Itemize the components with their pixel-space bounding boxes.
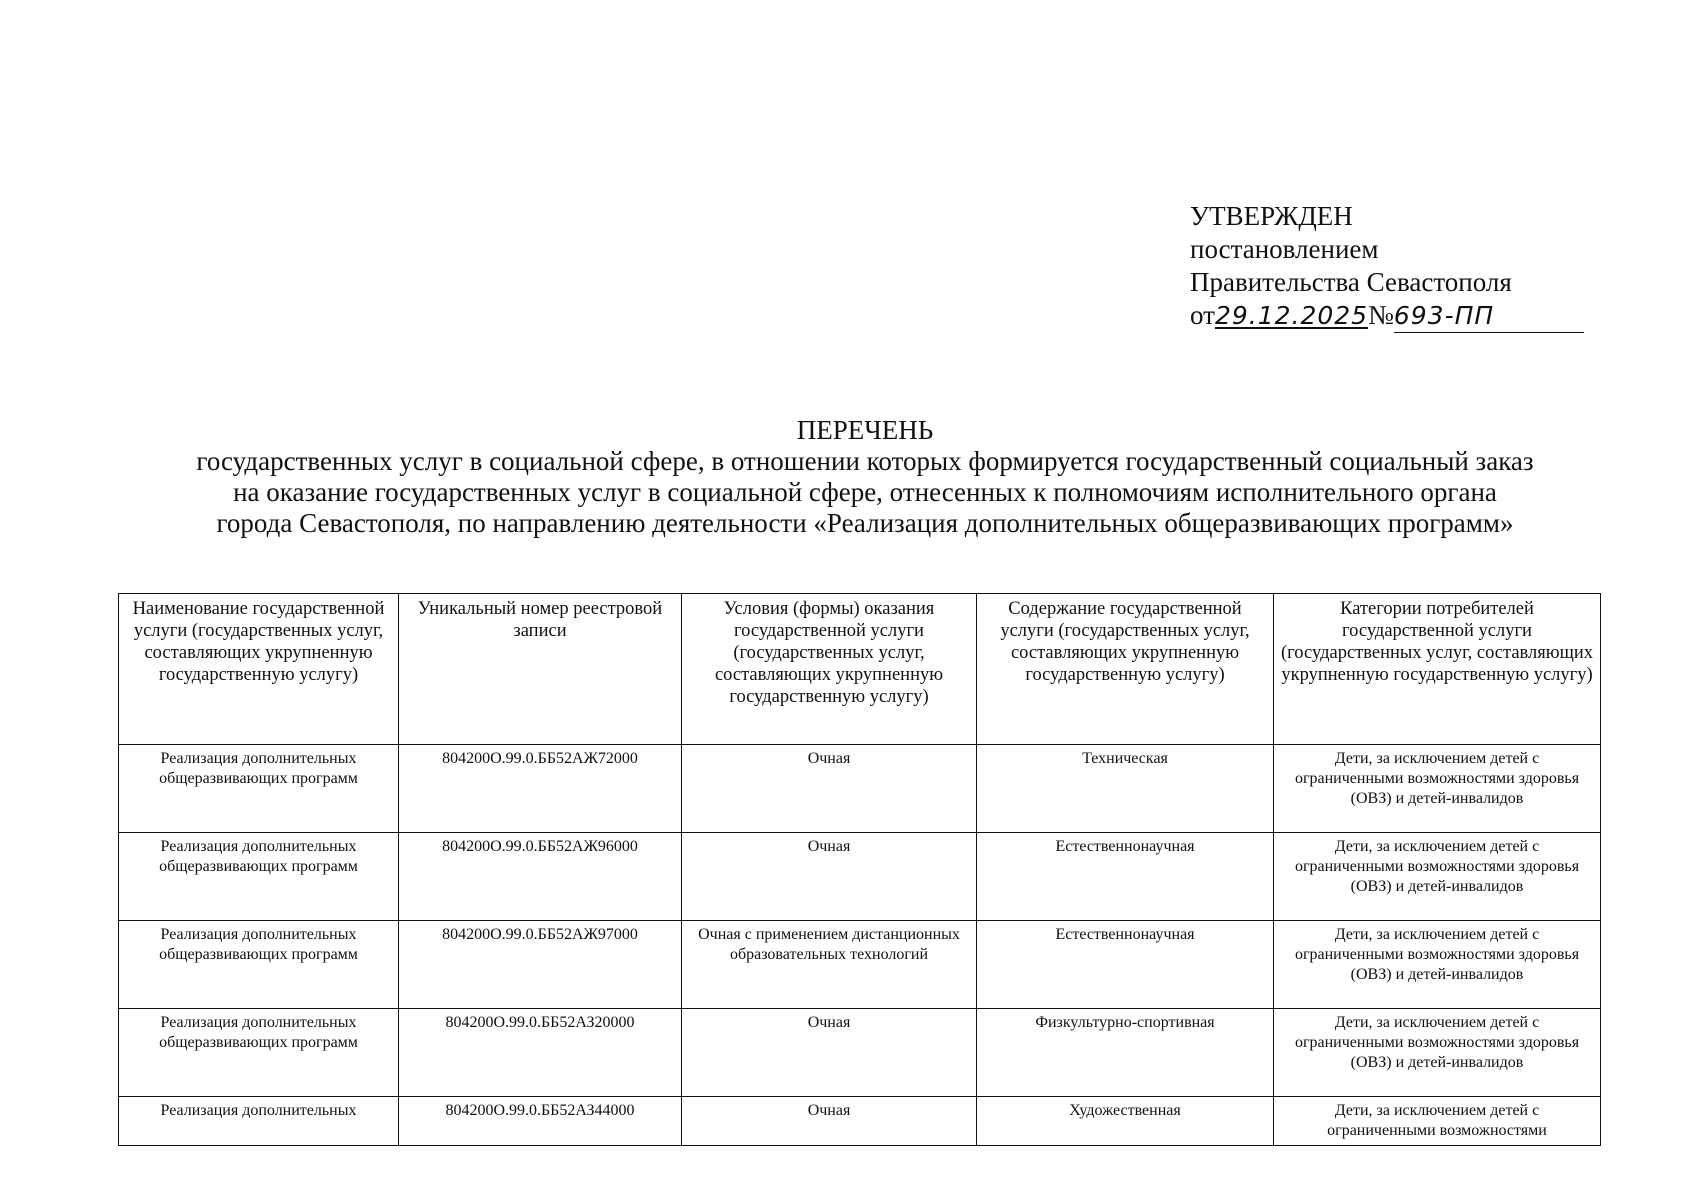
approval-authority: Правительства Севастополя: [1190, 267, 1512, 297]
document-subtitle-line-3: города Севастополя, по направлению деятельности «Реализация дополнительных общеразвивающих программ»: [216, 508, 1514, 538]
approval-date: 29.12.2025: [1214, 301, 1369, 330]
approval-from-prefix: от: [1190, 300, 1215, 330]
document-heading: ПЕРЕЧЕНЬ: [796, 415, 934, 445]
cell-conditions: Очная: [682, 745, 977, 833]
cell-content: Естественнонаучная: [977, 833, 1274, 921]
approval-resolution-label: постановлением: [1190, 234, 1379, 264]
approval-date-number-line: [1190, 299, 1584, 333]
cell-consumer-categories: Дети, за исключением детей с ограниченными возможностями здоровья (ОВЗ) и детей-инвалидов: [1274, 1009, 1601, 1097]
cell-conditions: Очная: [682, 1097, 977, 1146]
document-title: [0, 415, 1700, 539]
document-subtitle-line-2: на оказание государственных услуг в социальной сфере, отнесенных к полномочиям исполнительного органа: [233, 477, 1497, 507]
cell-consumer-categories: Дети, за исключением детей с ограниченными возможностями: [1274, 1097, 1601, 1146]
approval-number-sign: №: [1368, 300, 1394, 330]
cell-registry-number: 804200О.99.0.ББ52АЗ44000: [399, 1097, 682, 1146]
cell-service-name: Реализация дополнительных: [119, 1097, 399, 1146]
cell-conditions: Очная: [682, 833, 977, 921]
cell-registry-number: 804200О.99.0.ББ52АЗ20000: [399, 1009, 682, 1097]
table-row: [119, 745, 1601, 833]
cell-consumer-categories: Дети, за исключением детей с ограниченными возможностями здоровья (ОВЗ) и детей-инвалидов: [1274, 745, 1601, 833]
table-row: [119, 1097, 1601, 1146]
table-row: [119, 1009, 1601, 1097]
header-content: Содержание государственной услуги (государственных услуг, составляющих укрупненную государственную услугу): [977, 594, 1274, 745]
services-table-wrapper: [118, 593, 1600, 1148]
table-header-row: [119, 594, 1601, 745]
header-consumer-categories: Категории потребителей государственной услуги (государственных услуг, составляющих укрупненную государственную услугу): [1274, 594, 1601, 745]
approval-stamp-block: [1190, 200, 1584, 333]
cell-consumer-categories: Дети, за исключением детей с ограниченными возможностями здоровья (ОВЗ) и детей-инвалидов: [1274, 921, 1601, 1009]
cell-registry-number: 804200О.99.0.ББ52АЖ96000: [399, 833, 682, 921]
cell-content: Художественная: [977, 1097, 1274, 1146]
table-row: [119, 833, 1601, 921]
cell-content: Естественнонаучная: [977, 921, 1274, 1009]
table-row: [119, 921, 1601, 1009]
approval-number: 693-ПП: [1393, 301, 1495, 330]
cell-registry-number: 804200О.99.0.ББ52АЖ72000: [399, 745, 682, 833]
header-conditions: Условия (формы) оказания государственной услуги (государственных услуг, составляющих укрупненную государственную услугу): [682, 594, 977, 745]
services-table: [118, 593, 1601, 1146]
header-service-name: Наименование государственной услуги (государственных услуг, составляющих укрупненную государственную услугу): [119, 594, 399, 745]
approval-heading: УТВЕРЖДЕН: [1190, 201, 1353, 231]
cell-service-name: Реализация дополнительных общеразвивающих программ: [119, 1009, 399, 1097]
header-registry-number: Уникальный номер реестровой записи: [399, 594, 682, 745]
cell-service-name: Реализация дополнительных общеразвивающих программ: [119, 745, 399, 833]
approval-number-field: [1394, 299, 1584, 333]
cell-service-name: Реализация дополнительных общеразвивающих программ: [119, 921, 399, 1009]
cell-conditions: Очная с применением дистанционных образовательных технологий: [682, 921, 977, 1009]
cell-content: Техническая: [977, 745, 1274, 833]
cell-consumer-categories: Дети, за исключением детей с ограниченными возможностями здоровья (ОВЗ) и детей-инвалидов: [1274, 833, 1601, 921]
cell-service-name: Реализация дополнительных общеразвивающих программ: [119, 833, 399, 921]
cell-content: Физкультурно-спортивная: [977, 1009, 1274, 1097]
document-subtitle-line-1: государственных услуг в социальной сфере, в отношении которых формируется государственный социальный заказ: [196, 446, 1534, 476]
cell-registry-number: 804200О.99.0.ББ52АЖ97000: [399, 921, 682, 1009]
cell-conditions: Очная: [682, 1009, 977, 1097]
